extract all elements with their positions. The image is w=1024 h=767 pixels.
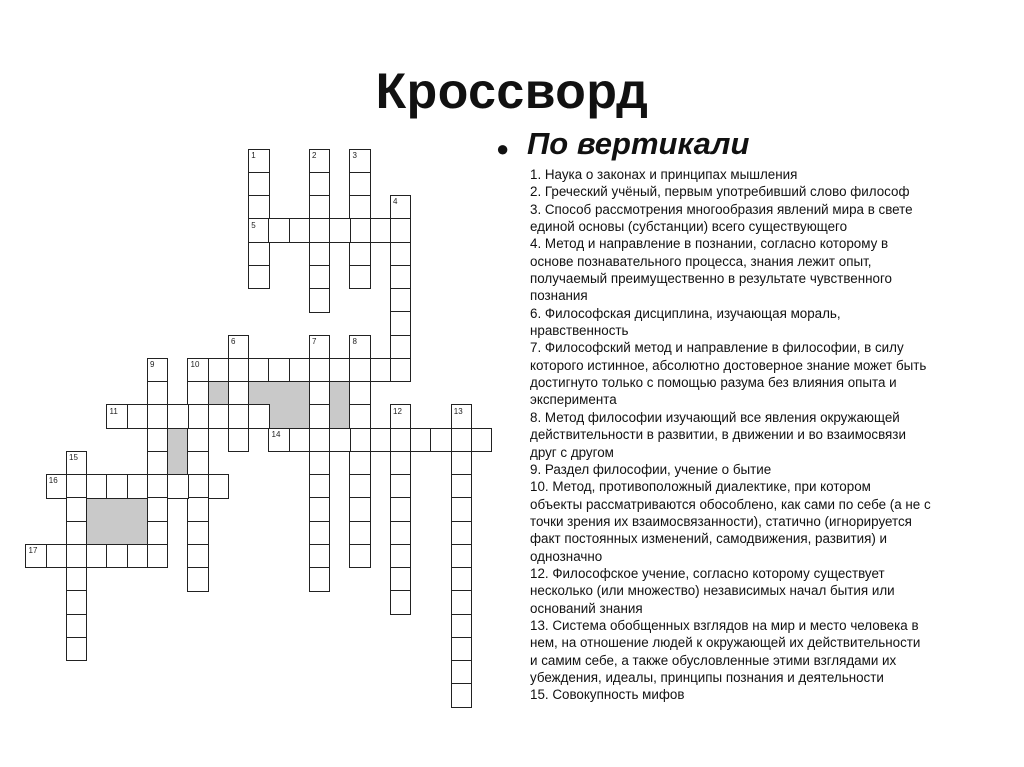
crossword-cell[interactable] [248, 172, 270, 197]
clue-number: 17 [28, 546, 38, 556]
filler-cell [107, 498, 127, 521]
crossword-cell[interactable] [86, 544, 108, 569]
crossword-cell[interactable] [187, 544, 209, 569]
clue-number: 7 [312, 336, 317, 346]
clue-line: 2. Греческий учёный, первым употребивший слово философ [530, 184, 910, 200]
clue-line: факт постоянных изменений, самодвижения, развития) и [530, 531, 888, 547]
crossword-cell[interactable] [147, 428, 169, 453]
crossword-cell[interactable] [147, 497, 169, 522]
clue-number: 6 [231, 336, 236, 346]
crossword-cell[interactable] [390, 521, 412, 546]
crossword-cell[interactable] [390, 428, 412, 453]
crossword-cell[interactable] [390, 242, 412, 267]
crossword-cell[interactable] [187, 567, 209, 592]
crossword-cell[interactable] [289, 358, 311, 383]
clue-line: и самим себе, а также обусловленные этими взглядами их [530, 652, 897, 668]
clue-item [530, 201, 931, 236]
slide-title: Кроссворд [375, 63, 649, 119]
clue-number: 13 [453, 406, 463, 416]
crossword-cell[interactable] [451, 497, 473, 522]
filler-cell [289, 382, 309, 405]
crossword-cell[interactable] [370, 218, 392, 243]
crossword-cell[interactable] [106, 474, 128, 499]
crossword-cell[interactable] [309, 521, 331, 546]
clue-item [530, 617, 931, 686]
crossword-cell[interactable] [248, 195, 270, 220]
filler-cell [269, 405, 289, 428]
crossword-cell[interactable] [208, 358, 230, 383]
crossword-cell[interactable] [430, 428, 452, 453]
clue-number: 5 [251, 220, 256, 230]
crossword-cell[interactable] [451, 660, 473, 685]
clue-number: 10 [190, 360, 200, 370]
filler-cell [168, 452, 188, 475]
crossword-cell[interactable] [228, 428, 250, 453]
crossword-cell[interactable] [248, 404, 270, 429]
clue-line: нем, на отношение людей к окружающей их действительности [530, 635, 921, 651]
clue-line: познания [530, 288, 588, 304]
crossword-cell[interactable] [127, 544, 149, 569]
clue-line: 9. Раздел философии, учение о бытие [530, 461, 772, 477]
clue-item [530, 305, 931, 340]
crossword-cell[interactable] [309, 451, 331, 476]
crossword-cell[interactable] [390, 451, 412, 476]
clue-line: точки зрения их взаимосвязанности), статично (игнорируется [530, 513, 912, 529]
crossword-cell[interactable] [390, 474, 412, 499]
crossword-cell[interactable] [349, 381, 371, 406]
crossword-cell[interactable] [349, 497, 371, 522]
crossword-cell[interactable] [268, 358, 290, 383]
crossword-cell[interactable] [86, 474, 108, 499]
filler-cell [107, 521, 127, 544]
crossword-cell[interactable] [349, 404, 371, 429]
filler-cell [269, 382, 289, 405]
crossword-cell[interactable] [309, 358, 331, 383]
crossword-cell[interactable] [147, 404, 169, 429]
crossword-cell[interactable] [390, 358, 412, 383]
crossword-cell[interactable] [349, 195, 371, 220]
crossword-cell[interactable] [390, 567, 412, 592]
crossword-cell[interactable] [208, 474, 230, 499]
crossword-cell[interactable] [451, 474, 473, 499]
crossword-cell[interactable] [187, 404, 209, 429]
crossword-cell[interactable] [309, 497, 331, 522]
clue-line: единой основы (субстанции) всего существующего [530, 219, 848, 235]
crossword-cell[interactable] [451, 637, 473, 662]
crossword-cell[interactable] [268, 218, 290, 243]
filler-cell [208, 382, 228, 405]
crossword-cell[interactable] [309, 428, 331, 453]
clue-line: убеждения, идеалы, принципы познания и деятельности [530, 669, 884, 685]
crossword-cell[interactable] [410, 428, 432, 453]
clue-number: 3 [352, 150, 357, 160]
clue-number: 4 [393, 197, 398, 207]
clue-line: однозначно [530, 548, 603, 564]
filler-cell [330, 382, 350, 405]
crossword-cell[interactable] [451, 544, 473, 569]
crossword-cell[interactable] [349, 428, 371, 453]
clue-line: действительности в развитии, в движении и во взаимосвязи [530, 427, 906, 443]
clue-item [530, 478, 931, 565]
clue-line: 4. Метод и направление в познании, согласно которому в [530, 236, 889, 252]
crossword-cell[interactable] [390, 265, 412, 290]
clue-number: 1 [251, 150, 256, 160]
crossword-cell[interactable] [309, 288, 331, 313]
crossword-cell[interactable] [370, 358, 392, 383]
crossword-cell[interactable] [187, 451, 209, 476]
crossword-cell[interactable] [309, 242, 331, 267]
filler-cell [127, 498, 147, 521]
crossword-cell[interactable] [228, 358, 250, 383]
clue-line: 1. Наука о законах и принципах мышления [530, 167, 798, 182]
filler-cell [249, 382, 269, 405]
crossword-cell[interactable] [349, 474, 371, 499]
clue-item [530, 183, 931, 200]
clue-number: 12 [393, 406, 402, 416]
crossword-cell[interactable] [451, 567, 473, 592]
crossword-cell[interactable] [66, 614, 88, 639]
crossword-cell[interactable] [248, 265, 270, 290]
bullet-icon: ● [496, 136, 510, 161]
clue-line: основе познавательного процесса, знания лежит опыт, [530, 253, 872, 269]
crossword-cell[interactable] [187, 474, 209, 499]
clue-line: эксперимента [530, 392, 617, 408]
crossword-cell[interactable] [349, 242, 371, 267]
crossword-cell[interactable] [187, 497, 209, 522]
crossword-cell[interactable] [451, 590, 473, 615]
crossword-cell[interactable] [349, 218, 371, 243]
crossword-cell[interactable] [66, 521, 88, 546]
crossword-cell[interactable] [451, 451, 473, 476]
clue-line: 7. Философский метод и направление в философии, в силу [530, 340, 904, 356]
filler-cell [168, 428, 188, 451]
crossword-cell[interactable] [309, 381, 331, 406]
clues-heading: По вертикали [527, 126, 750, 161]
clue-list [530, 166, 931, 704]
crossword-cell[interactable] [147, 544, 169, 569]
clue-number: 2 [312, 150, 317, 160]
clue-number: 9 [150, 360, 155, 370]
crossword-cell[interactable] [147, 381, 169, 406]
crossword-cell[interactable] [309, 567, 331, 592]
crossword-cell[interactable] [309, 544, 331, 569]
crossword-cell[interactable] [127, 404, 149, 429]
crossword-cell[interactable] [66, 544, 88, 569]
clue-line: друг с другом [530, 444, 614, 460]
crossword-cell[interactable] [66, 497, 88, 522]
crossword-cell[interactable] [309, 172, 331, 197]
crossword-cell[interactable] [329, 358, 351, 383]
clue-line: достигнуто только с помощью разума без влияния опыта и [530, 375, 897, 391]
filler-cell [87, 498, 107, 521]
filler-cell [127, 521, 147, 544]
clue-number: 11 [109, 406, 118, 416]
crossword-cell[interactable] [451, 521, 473, 546]
crossword-cell[interactable] [289, 218, 311, 243]
crossword-cell[interactable] [167, 404, 189, 429]
clue-line: которого истинное, абсолютно достоверное знание может быть [530, 357, 927, 373]
crossword-cell[interactable] [187, 428, 209, 453]
crossword-cell[interactable] [66, 474, 88, 499]
crossword-cell[interactable] [147, 451, 169, 476]
crossword-cell[interactable] [127, 474, 149, 499]
clue-line: 6. Философская дисциплина, изучающая мораль, [530, 305, 841, 321]
clue-line: 12. Философское учение, согласно которому существует [530, 565, 885, 581]
clue-number: 14 [271, 429, 281, 439]
filler-cell [87, 521, 107, 544]
clue-line: оснований знания [530, 600, 643, 616]
crossword-cell[interactable] [248, 358, 270, 383]
crossword-cell[interactable] [289, 428, 311, 453]
clue-line: 10. Метод, противоположный диалектике, при котором [530, 479, 871, 495]
clue-item [530, 565, 931, 617]
filler-cell [330, 405, 350, 428]
crossword-cell[interactable] [451, 683, 473, 708]
crossword-cell[interactable] [187, 381, 209, 406]
crossword-cell[interactable] [349, 451, 371, 476]
crossword-cell[interactable] [187, 521, 209, 546]
crossword-cell[interactable] [390, 311, 412, 336]
crossword-cell[interactable] [349, 544, 371, 569]
clue-line: несколько (или множество) независимых начал бытия или [530, 583, 895, 599]
filler-cell [289, 405, 309, 428]
crossword-cell[interactable] [66, 637, 88, 662]
clue-number: 8 [352, 336, 357, 346]
crossword-cell[interactable] [46, 544, 68, 569]
clue-item [530, 409, 931, 461]
crossword-cell[interactable] [329, 428, 351, 453]
clue-number: 15 [69, 453, 78, 463]
clue-number: 16 [48, 476, 58, 486]
crossword-cell[interactable] [309, 195, 331, 220]
clue-line: 8. Метод философии изучающий все явления окружающей [530, 409, 900, 425]
clue-item [530, 339, 931, 408]
clue-item [530, 461, 931, 478]
clue-line: получаемый преимущественно в результате чувственного [530, 271, 893, 287]
crossword-cell[interactable] [349, 265, 371, 290]
crossword-cell[interactable] [390, 288, 412, 313]
crossword-cell[interactable] [147, 521, 169, 546]
crossword-cell[interactable] [66, 590, 88, 615]
crossword-cell[interactable] [66, 567, 88, 592]
crossword-cell[interactable] [228, 381, 250, 406]
clue-line: объекты рассматриваются обособлено, как сами по себе (а не с [530, 496, 931, 512]
clue-item [530, 686, 931, 703]
crossword-cell[interactable] [370, 428, 392, 453]
crossword-cell[interactable] [451, 614, 473, 639]
crossword-cell[interactable] [309, 265, 331, 290]
crossword-cell[interactable] [309, 218, 331, 243]
crossword-cell[interactable] [349, 172, 371, 197]
clue-line: нравственность [530, 323, 629, 339]
crossword-cell[interactable] [309, 474, 331, 499]
crossword-cell[interactable] [228, 404, 250, 429]
crossword-cell[interactable] [309, 404, 331, 429]
clue-item [530, 235, 931, 304]
crossword-cell[interactable] [147, 474, 169, 499]
crossword-cell[interactable] [390, 544, 412, 569]
crossword-cell[interactable] [248, 242, 270, 267]
crossword-cell[interactable] [208, 404, 230, 429]
crossword-cell[interactable] [390, 335, 412, 360]
crossword-cell[interactable] [471, 428, 493, 453]
clue-item [530, 166, 931, 183]
crossword-cell[interactable] [329, 218, 351, 243]
clue-line: 3. Способ рассмотрения многообразия явлений мира в свете [530, 201, 913, 217]
crossword-cell[interactable] [390, 218, 412, 243]
crossword-cell[interactable] [390, 590, 412, 615]
crossword-cell[interactable] [451, 428, 473, 453]
crossword-cell[interactable] [167, 474, 189, 499]
crossword-cell[interactable] [390, 497, 412, 522]
crossword-cell[interactable] [106, 544, 128, 569]
clue-line: 13. Система обобщенных взглядов на мир и место человека в [530, 617, 919, 633]
crossword-cell[interactable] [349, 521, 371, 546]
clue-line: 15. Совокупность мифов [530, 687, 685, 703]
crossword-cell[interactable] [349, 358, 371, 383]
